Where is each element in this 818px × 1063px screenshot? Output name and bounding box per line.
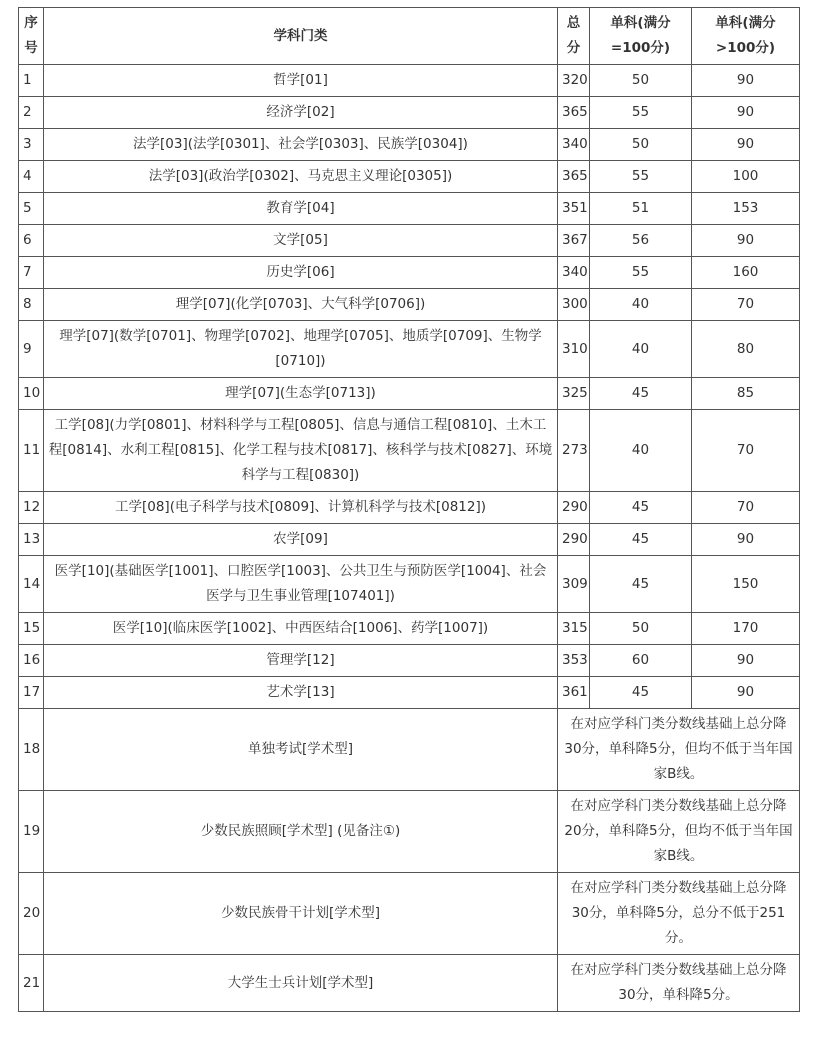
row-id-cell: 16: [19, 645, 44, 677]
row-id-cell: 13: [19, 524, 44, 556]
table-row: [19, 873, 800, 955]
row-single-over-100-cell: 85: [692, 378, 800, 410]
header-total: 总分: [558, 8, 590, 65]
row-subject-cell: 少数民族照顾[学术型] (见备注①): [44, 791, 558, 873]
table-row: [19, 97, 800, 129]
row-subject-cell: 大学生士兵计划[学术型]: [44, 955, 558, 1012]
row-single-over-100-cell: 100: [692, 161, 800, 193]
row-single-100-cell: 50: [590, 613, 692, 645]
row-subject-cell: 农学[09]: [44, 524, 558, 556]
row-subject-cell: 文学[05]: [44, 225, 558, 257]
table-row: [19, 556, 800, 613]
row-total-cell: 325: [558, 378, 590, 410]
row-total-cell: 340: [558, 257, 590, 289]
row-single-100-cell: 50: [590, 65, 692, 97]
row-id-cell: 14: [19, 556, 44, 613]
table-row: [19, 524, 800, 556]
row-single-over-100-cell: 153: [692, 193, 800, 225]
row-total-cell: 365: [558, 97, 590, 129]
table-row: [19, 65, 800, 97]
row-total-cell: 361: [558, 677, 590, 709]
row-rule-note-cell: 在对应学科门类分数线基础上总分降30分，单科降5分。: [558, 955, 800, 1012]
row-single-over-100-cell: 90: [692, 65, 800, 97]
row-subject-cell: 理学[07](化学[0703]、大气科学[0706]): [44, 289, 558, 321]
table-row: [19, 225, 800, 257]
row-total-cell: 353: [558, 645, 590, 677]
table-row: [19, 492, 800, 524]
row-single-over-100-cell: 70: [692, 492, 800, 524]
row-total-cell: 365: [558, 161, 590, 193]
row-id-cell: 1: [19, 65, 44, 97]
row-single-100-cell: 40: [590, 321, 692, 378]
row-single-over-100-cell: 150: [692, 556, 800, 613]
row-single-100-cell: 40: [590, 289, 692, 321]
row-rule-note-cell: 在对应学科门类分数线基础上总分降30分，单科降5分，总分不低于251分。: [558, 873, 800, 955]
row-id-cell: 21: [19, 955, 44, 1012]
table-row: [19, 289, 800, 321]
header-id: 序号: [19, 8, 44, 65]
row-subject-cell: 法学[03](政治学[0302]、马克思主义理论[0305]): [44, 161, 558, 193]
row-total-cell: 290: [558, 492, 590, 524]
row-single-100-cell: 56: [590, 225, 692, 257]
row-single-100-cell: 45: [590, 524, 692, 556]
row-id-cell: 18: [19, 709, 44, 791]
row-single-over-100-cell: 90: [692, 97, 800, 129]
table-row: [19, 410, 800, 492]
table-row: [19, 709, 800, 791]
table-row: [19, 257, 800, 289]
row-subject-cell: 医学[10](基础医学[1001]、口腔医学[1003]、公共卫生与预防医学[1004]、社会医学与卫生事业管理[107401]): [44, 556, 558, 613]
row-total-cell: 315: [558, 613, 590, 645]
row-single-over-100-cell: 70: [692, 410, 800, 492]
row-subject-cell: 工学[08](电子科学与技术[0809]、计算机科学与技术[0812]): [44, 492, 558, 524]
row-subject-cell: 经济学[02]: [44, 97, 558, 129]
row-id-cell: 8: [19, 289, 44, 321]
row-subject-cell: 单独考试[学术型]: [44, 709, 558, 791]
table-row: [19, 378, 800, 410]
row-total-cell: 309: [558, 556, 590, 613]
row-rule-note-cell: 在对应学科门类分数线基础上总分降30分，单科降5分，但均不低于当年国家B线。: [558, 709, 800, 791]
row-total-cell: 300: [558, 289, 590, 321]
row-single-over-100-cell: 90: [692, 645, 800, 677]
row-id-cell: 17: [19, 677, 44, 709]
row-total-cell: 367: [558, 225, 590, 257]
row-subject-cell: 艺术学[13]: [44, 677, 558, 709]
row-total-cell: 310: [558, 321, 590, 378]
row-subject-cell: 教育学[04]: [44, 193, 558, 225]
table-row: [19, 321, 800, 378]
header-single-over-100: 单科(满分>100分): [692, 8, 800, 65]
row-id-cell: 5: [19, 193, 44, 225]
row-id-cell: 20: [19, 873, 44, 955]
row-single-100-cell: 45: [590, 492, 692, 524]
row-id-cell: 11: [19, 410, 44, 492]
row-single-over-100-cell: 70: [692, 289, 800, 321]
row-total-cell: 320: [558, 65, 590, 97]
row-single-100-cell: 50: [590, 129, 692, 161]
row-subject-cell: 管理学[12]: [44, 645, 558, 677]
row-total-cell: 351: [558, 193, 590, 225]
row-subject-cell: 法学[03](法学[0301]、社会学[0303]、民族学[0304]): [44, 129, 558, 161]
header-row: [19, 8, 800, 65]
row-single-100-cell: 55: [590, 161, 692, 193]
table-row: [19, 791, 800, 873]
row-single-100-cell: 45: [590, 378, 692, 410]
row-single-over-100-cell: 90: [692, 225, 800, 257]
row-single-over-100-cell: 80: [692, 321, 800, 378]
row-id-cell: 15: [19, 613, 44, 645]
header-name: 学科门类: [44, 8, 558, 65]
row-total-cell: 273: [558, 410, 590, 492]
row-subject-cell: 哲学[01]: [44, 65, 558, 97]
row-single-over-100-cell: 90: [692, 524, 800, 556]
row-single-100-cell: 60: [590, 645, 692, 677]
row-subject-cell: 理学[07](数学[0701]、物理学[0702]、地理学[0705]、地质学[0709]、生物学[0710]): [44, 321, 558, 378]
row-id-cell: 4: [19, 161, 44, 193]
row-single-over-100-cell: 90: [692, 129, 800, 161]
row-subject-cell: 理学[07](生态学[0713]): [44, 378, 558, 410]
row-subject-cell: 工学[08](力学[0801]、材料科学与工程[0805]、信息与通信工程[0810]、土木工程[0814]、水利工程[0815]、化学工程与技术[0817]、核科学与技术[0827]、环境科学与工程[0830]): [44, 410, 558, 492]
row-single-over-100-cell: 160: [692, 257, 800, 289]
row-id-cell: 7: [19, 257, 44, 289]
row-single-100-cell: 55: [590, 257, 692, 289]
row-rule-note-cell: 在对应学科门类分数线基础上总分降20分，单科降5分，但均不低于当年国家B线。: [558, 791, 800, 873]
row-subject-cell: 少数民族骨干计划[学术型]: [44, 873, 558, 955]
row-subject-cell: 历史学[06]: [44, 257, 558, 289]
row-subject-cell: 医学[10](临床医学[1002]、中西医结合[1006]、药学[1007]): [44, 613, 558, 645]
row-single-100-cell: 51: [590, 193, 692, 225]
row-single-100-cell: 45: [590, 677, 692, 709]
row-id-cell: 6: [19, 225, 44, 257]
row-id-cell: 3: [19, 129, 44, 161]
table-row: [19, 161, 800, 193]
score-table: [18, 7, 800, 1012]
row-total-cell: 340: [558, 129, 590, 161]
table-row: [19, 677, 800, 709]
row-id-cell: 9: [19, 321, 44, 378]
table-row: [19, 955, 800, 1012]
table-row: [19, 193, 800, 225]
table-body: [19, 65, 800, 1012]
row-id-cell: 12: [19, 492, 44, 524]
row-single-100-cell: 55: [590, 97, 692, 129]
row-single-over-100-cell: 170: [692, 613, 800, 645]
table-row: [19, 129, 800, 161]
row-total-cell: 290: [558, 524, 590, 556]
row-id-cell: 19: [19, 791, 44, 873]
row-id-cell: 10: [19, 378, 44, 410]
row-single-100-cell: 40: [590, 410, 692, 492]
table-row: [19, 613, 800, 645]
row-single-over-100-cell: 90: [692, 677, 800, 709]
row-single-100-cell: 45: [590, 556, 692, 613]
row-id-cell: 2: [19, 97, 44, 129]
header-single-100: 单科(满分=100分): [590, 8, 692, 65]
table-row: [19, 645, 800, 677]
